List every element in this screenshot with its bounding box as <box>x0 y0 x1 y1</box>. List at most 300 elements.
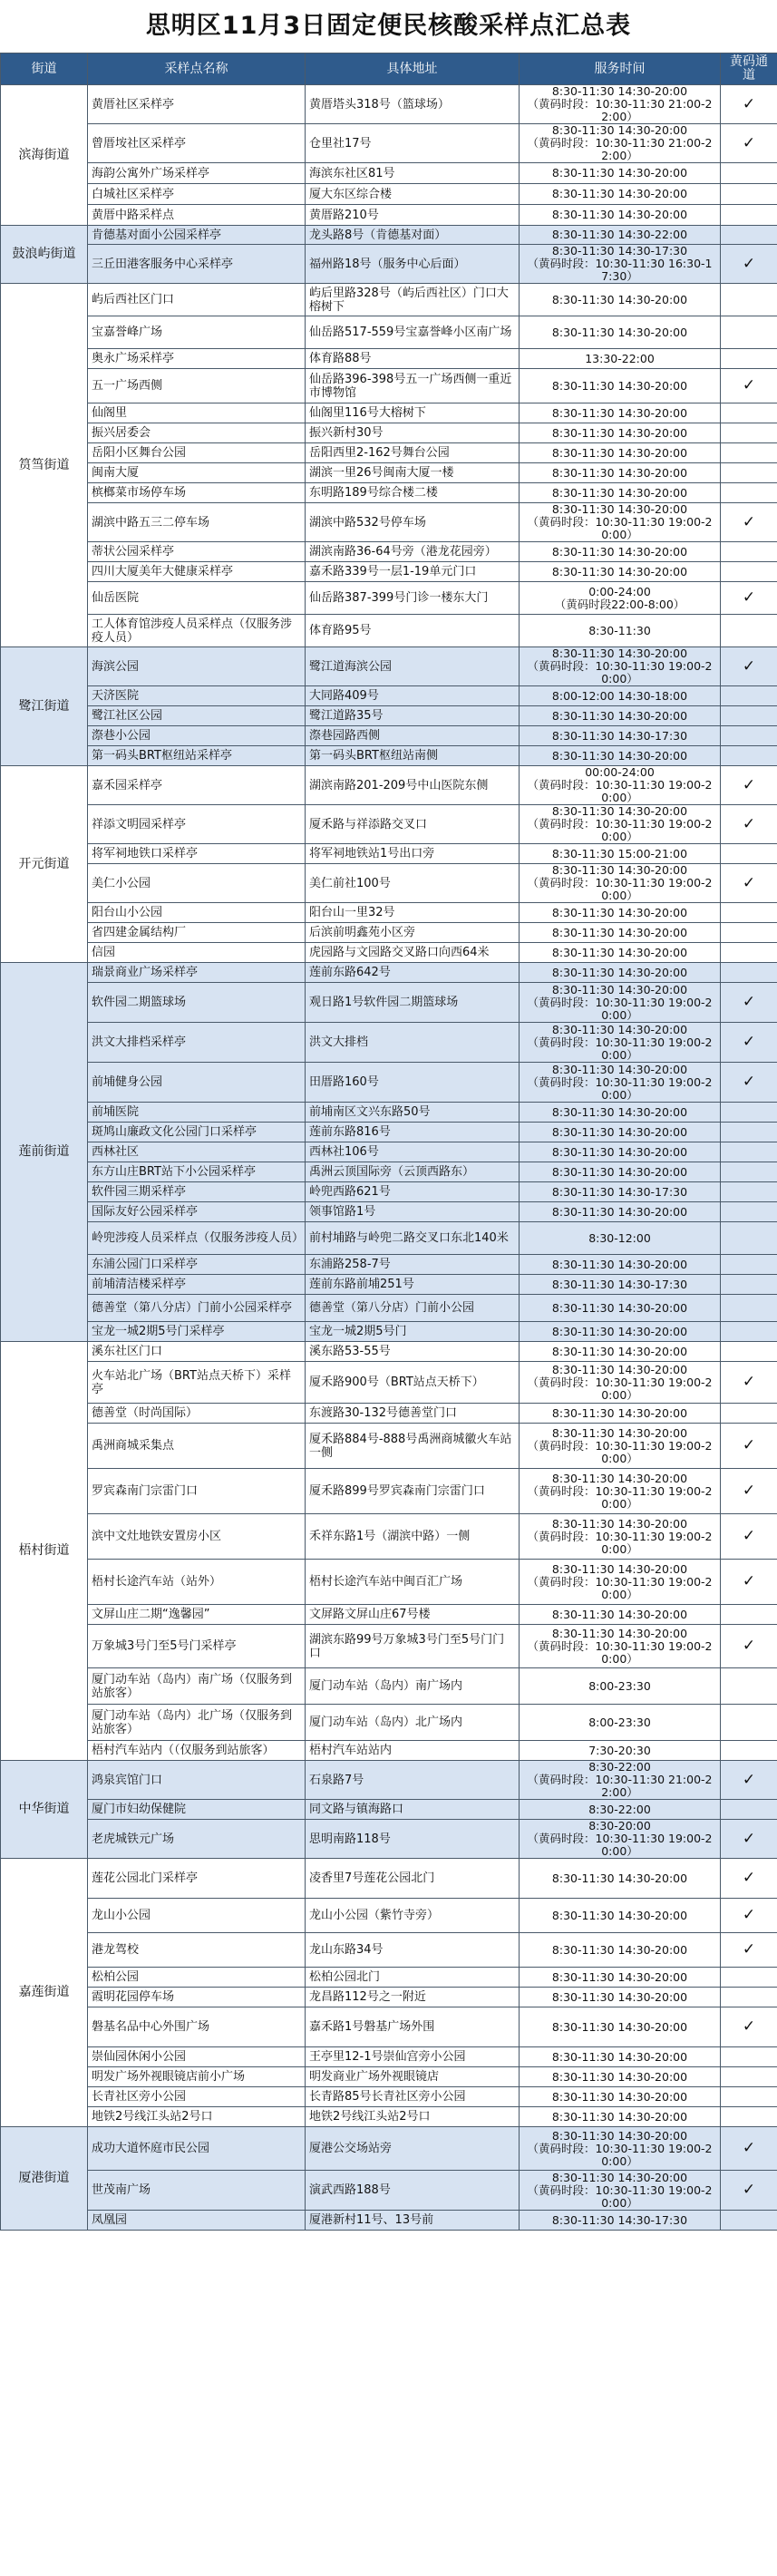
site-name-cell: 祥添文明园采样亭 <box>88 805 306 844</box>
service-time-cell: 8:30-11:30 14:30-20:00 <box>520 1605 721 1625</box>
address-cell: 明发商业广场外视眼镜店 <box>306 2067 520 2087</box>
table-row <box>1 903 777 923</box>
service-time-cell: 8:30-11:30 14:30-20:00 <box>520 1404 721 1424</box>
yellow-code-cell: ✓ <box>721 85 777 124</box>
site-name-cell: 滨中文灶地铁安置房小区 <box>88 1514 306 1560</box>
site-name-cell: 宝龙一城2期5号门采样亭 <box>88 1322 306 1342</box>
service-time-cell: 8:30-11:30 14:30-20:00 （黄码时段：10:30-11:30 19:00-20:00） <box>520 1063 721 1103</box>
table-row <box>1 562 777 582</box>
table-row <box>1 2211 777 2231</box>
header-yellow-code: 黄码通道 <box>721 53 777 85</box>
address-cell: 龙山小公园（紫竹寺旁） <box>306 1899 520 1933</box>
site-name-cell: 前埔清洁楼采样亭 <box>88 1275 306 1295</box>
table-row <box>1 503 777 542</box>
table-row <box>1 1514 777 1560</box>
street-cell: 莲前街道 <box>1 963 88 1342</box>
service-time-cell: 8:30-11:30 14:30-17:30 <box>520 1182 721 1202</box>
service-time-cell: 8:30-11:30 14:30-20:00 <box>520 1255 721 1275</box>
yellow-code-cell: ✓ <box>721 2171 777 2211</box>
address-cell: 鹭江道海滨公园 <box>306 647 520 686</box>
site-name-cell: 文屏山庄二期“逸馨园” <box>88 1605 306 1625</box>
service-time-cell: 8:30-11:30 14:30-20:00 <box>520 2107 721 2127</box>
site-name-cell: 梧村汽车站内（（仅服务到站旅客） <box>88 1741 306 1761</box>
address-cell: 厦门动车站（岛内）南广场内 <box>306 1668 520 1705</box>
table-row <box>1 1988 777 2007</box>
service-time-cell: 8:30-11:30 14:30-20:00 <box>520 1342 721 1362</box>
service-time-cell: 8:30-11:30 14:30-17:30 <box>520 1275 721 1295</box>
site-name-cell: 龙山小公园 <box>88 1899 306 1933</box>
address-cell: 厦港公交场站旁 <box>306 2127 520 2171</box>
service-time-cell: 8:30-11:30 14:30-20:00 <box>520 943 721 963</box>
site-name-cell: 溪东社区门口 <box>88 1342 306 1362</box>
yellow-code-cell: ✓ <box>721 1820 777 1859</box>
site-name-cell: 漈巷小公园 <box>88 726 306 746</box>
yellow-code-cell: ✓ <box>721 1761 777 1800</box>
address-cell: 凌香里7号莲花公园北门 <box>306 1859 520 1899</box>
site-name-cell: 德善堂（时尚国际） <box>88 1404 306 1424</box>
table-row <box>1 844 777 864</box>
address-cell: 漈巷园路西侧 <box>306 726 520 746</box>
address-cell: 龙头路8号（肯德基对面） <box>306 226 520 245</box>
street-cell: 厦港街道 <box>1 2127 88 2231</box>
street-cell: 鼓浪屿街道 <box>1 226 88 284</box>
page-title: 思明区11月3日固定便民核酸采样点汇总表 <box>145 12 632 40</box>
address-cell: 湖滨中路532号停车场 <box>306 503 520 542</box>
address-cell: 演武西路188号 <box>306 2171 520 2211</box>
address-cell: 湖滨东路99号万象城3号门至5号门门口 <box>306 1625 520 1668</box>
table-row <box>1 163 777 184</box>
address-cell: 龙山东路34号 <box>306 1933 520 1968</box>
address-cell: 岳阳西里2-162号舞台公园 <box>306 443 520 463</box>
service-time-cell: 8:30-11:30 14:30-20:00 <box>520 483 721 503</box>
service-time-cell: 8:30-11:30 14:30-20:00 <box>520 2047 721 2067</box>
address-cell: 体育路95号 <box>306 615 520 647</box>
address-cell: 屿后里路328号（屿后西社区）门口大榕树下 <box>306 284 520 316</box>
service-time-cell: 8:30-11:30 14:30-20:00 （黄码时段：10:30-11:30 21:00-22:00） <box>520 124 721 163</box>
yellow-code-cell <box>721 746 777 766</box>
yellow-code-cell <box>721 963 777 983</box>
table-row <box>1 1202 777 1222</box>
service-time-cell: 8:30-11:30 14:30-20:00 （黄码时段：10:30-11:30 19:00-20:00） <box>520 2171 721 2211</box>
address-cell: 嘉禾路1号磐基广场外围 <box>306 2007 520 2047</box>
yellow-code-cell <box>721 184 777 205</box>
service-time-cell: 13:30-22:00 <box>520 349 721 369</box>
table-row <box>1 542 777 562</box>
table-row <box>1 2047 777 2067</box>
table-row <box>1 1342 777 1362</box>
yellow-code-cell: ✓ <box>721 805 777 844</box>
yellow-code-cell <box>721 1705 777 1741</box>
address-cell: 王亭里12-1号崇仙宫旁小公园 <box>306 2047 520 2067</box>
street-cell: 鹭江街道 <box>1 647 88 766</box>
address-cell: 仙岳路396-398号五一广场西侧一重近市博物馆 <box>306 369 520 403</box>
site-name-cell: 第一码头BRT枢纽站采样亭 <box>88 746 306 766</box>
table-row <box>1 349 777 369</box>
site-name-cell: 曾厝垵社区采样亭 <box>88 124 306 163</box>
address-cell: 梧村汽车站站内 <box>306 1741 520 1761</box>
service-time-cell: 8:30-11:30 14:30-20:00 <box>520 1859 721 1899</box>
address-cell: 领事馆路1号 <box>306 1202 520 1222</box>
service-time-cell: 8:00-12:00 14:30-18:00 <box>520 686 721 706</box>
yellow-code-cell <box>721 923 777 943</box>
yellow-code-cell <box>721 1222 777 1255</box>
address-cell: 东明路189号综合楼二楼 <box>306 483 520 503</box>
address-cell: 厦禾路884号-888号禹洲商城徽火车站一侧 <box>306 1424 520 1469</box>
street-cell: 滨海街道 <box>1 85 88 226</box>
address-cell: 大同路409号 <box>306 686 520 706</box>
site-name-cell: 火车站北广场（BRT站点天桥下）采样亭 <box>88 1362 306 1404</box>
site-name-cell: 斑鸠山廉政文化公园门口采样亭 <box>88 1123 306 1142</box>
site-name-cell: 海韵公寓外广场采样亭 <box>88 163 306 184</box>
address-cell: 文屏路文屏山庄67号楼 <box>306 1605 520 1625</box>
site-name-cell: 槟榔菜市场停车场 <box>88 483 306 503</box>
service-time-cell: 8:30-11:30 14:30-20:00 （黄码时段：10:30-11:30 19:00-20:00） <box>520 864 721 903</box>
site-name-cell: 海滨公园 <box>88 647 306 686</box>
yellow-code-cell: ✓ <box>721 647 777 686</box>
yellow-code-cell <box>721 1605 777 1625</box>
service-time-cell: 8:30-11:30 14:30-20:00 （黄码时段：10:30-11:30 19:00-20:00） <box>520 647 721 686</box>
yellow-code-cell <box>721 2047 777 2067</box>
site-name-cell: 厦门动车站（岛内）北广场（仅服务到站旅客） <box>88 1705 306 1741</box>
address-cell: 思明南路118号 <box>306 1820 520 1859</box>
yellow-code-cell: ✓ <box>721 1469 777 1514</box>
yellow-code-cell <box>721 1988 777 2007</box>
yellow-code-cell <box>721 163 777 184</box>
site-name-cell: 莲花公园北门采样亭 <box>88 1859 306 1899</box>
yellow-code-cell <box>721 1668 777 1705</box>
service-time-cell: 8:30-11:30 14:30-20:00 <box>520 2067 721 2087</box>
site-name-cell: 闽南大厦 <box>88 463 306 483</box>
yellow-code-cell: ✓ <box>721 1899 777 1933</box>
site-name-cell: 奥永广场采样亭 <box>88 349 306 369</box>
service-time-cell: 8:30-11:30 14:30-20:00 <box>520 403 721 423</box>
header-street: 街道 <box>1 53 88 85</box>
yellow-code-cell: ✓ <box>721 1063 777 1103</box>
address-cell: 虎园路与文园路交叉路口向西64米 <box>306 943 520 963</box>
table-row <box>1 184 777 205</box>
site-name-cell: 黄厝中路采样点 <box>88 205 306 226</box>
table-row <box>1 1625 777 1668</box>
yellow-code-cell: ✓ <box>721 1362 777 1404</box>
address-cell: 湖滨一里26号闽南大厦一楼 <box>306 463 520 483</box>
service-time-cell: 8:30-11:30 14:30-20:00 <box>520 542 721 562</box>
service-time-cell: 8:30-11:30 14:30-20:00 <box>520 903 721 923</box>
table-row <box>1 423 777 443</box>
address-cell: 东渡路30-132号德善堂门口 <box>306 1404 520 1424</box>
table-row <box>1 284 777 316</box>
service-time-cell: 8:30-11:30 14:30-20:00 <box>520 923 721 943</box>
site-name-cell: 三丘田港客服务中心采样亭 <box>88 245 306 284</box>
yellow-code-cell: ✓ <box>721 864 777 903</box>
address-cell: 第一码头BRT枢纽站南侧 <box>306 746 520 766</box>
yellow-code-cell <box>721 349 777 369</box>
table-row <box>1 1404 777 1424</box>
table-row <box>1 1705 777 1741</box>
table-row <box>1 1933 777 1968</box>
table-row <box>1 1761 777 1800</box>
table-row <box>1 205 777 226</box>
yellow-code-cell <box>721 423 777 443</box>
service-time-cell: 8:30-11:30 14:30-20:00 <box>520 1899 721 1933</box>
site-name-cell: 黄厝社区采样亭 <box>88 85 306 124</box>
header-site-name: 采样点名称 <box>88 53 306 85</box>
yellow-code-cell <box>721 1202 777 1222</box>
table-row <box>1 766 777 805</box>
service-time-cell: 8:30-11:30 14:30-22:00 <box>520 226 721 245</box>
table-row <box>1 1222 777 1255</box>
yellow-code-cell <box>721 1142 777 1162</box>
street-cell: 筼筜街道 <box>1 284 88 647</box>
site-name-cell: 地铁2号线江头站2号口 <box>88 2107 306 2127</box>
yellow-code-cell <box>721 1295 777 1322</box>
service-time-cell: 8:30-11:30 14:30-20:00 <box>520 1322 721 1342</box>
service-time-cell: 00:00-24:00 （黄码时段：10:30-11:30 19:00-20:00） <box>520 766 721 805</box>
table-row <box>1 923 777 943</box>
yellow-code-cell <box>721 1342 777 1362</box>
service-time-cell: 8:30-22:00 （黄码时段：10:30-11:30 21:00-22:00） <box>520 1761 721 1800</box>
yellow-code-cell: ✓ <box>721 1560 777 1605</box>
address-cell: 龙昌路112号之一附近 <box>306 1988 520 2007</box>
site-name-cell: 洪文大排档采样亭 <box>88 1023 306 1063</box>
yellow-code-cell <box>721 1800 777 1820</box>
table-row <box>1 582 777 615</box>
site-name-cell: 屿后西社区门口 <box>88 284 306 316</box>
address-cell: 厦门动车站（岛内）北广场内 <box>306 1705 520 1741</box>
site-name-cell: 前埔医院 <box>88 1103 306 1123</box>
yellow-code-cell <box>721 2107 777 2127</box>
address-cell: 禾祥东路1号（湖滨中路）一侧 <box>306 1514 520 1560</box>
service-time-cell: 8:30-11:30 14:30-20:00 <box>520 562 721 582</box>
yellow-code-cell <box>721 1968 777 1988</box>
address-cell: 湖滨南路36-64号旁（港龙花园旁） <box>306 542 520 562</box>
yellow-code-cell: ✓ <box>721 1023 777 1063</box>
site-name-cell: 软件园三期采样亭 <box>88 1182 306 1202</box>
address-cell: 德善堂（第八分店）门前小公园 <box>306 1295 520 1322</box>
table-row <box>1 943 777 963</box>
yellow-code-cell <box>721 2087 777 2107</box>
address-cell: 西林社106号 <box>306 1142 520 1162</box>
service-time-cell: 8:30-11:30 14:30-20:00 （黄码时段：10:30-11:30 19:00-20:00） <box>520 805 721 844</box>
site-name-cell: 西林社区 <box>88 1142 306 1162</box>
table-row <box>1 1103 777 1123</box>
site-name-cell: 霞明花园停车场 <box>88 1988 306 2007</box>
yellow-code-cell <box>721 1123 777 1142</box>
address-cell: 石泉路7号 <box>306 1761 520 1800</box>
service-time-cell: 8:30-11:30 14:30-20:00 （黄码时段：10:30-11:30 19:00-20:00） <box>520 983 721 1023</box>
service-time-cell: 8:30-11:30 14:30-20:00 <box>520 423 721 443</box>
street-cell: 中华街道 <box>1 1761 88 1859</box>
service-time-cell: 8:30-11:30 14:30-20:00 <box>520 1123 721 1142</box>
table-row <box>1 369 777 403</box>
site-name-cell: 瑞景商业广场采样亭 <box>88 963 306 983</box>
address-cell: 美仁前社100号 <box>306 864 520 903</box>
yellow-code-cell: ✓ <box>721 1514 777 1560</box>
address-cell: 厦禾路900号（BRT站点天桥下） <box>306 1362 520 1404</box>
table-row <box>1 1859 777 1899</box>
address-cell: 福州路18号（服务中心后面） <box>306 245 520 284</box>
table-row <box>1 1023 777 1063</box>
yellow-code-cell <box>721 1322 777 1342</box>
service-time-cell: 8:30-11:30 14:30-20:00 <box>520 369 721 403</box>
address-cell: 梧村长途汽车站中闽百汇广场 <box>306 1560 520 1605</box>
service-time-cell: 8:30-11:30 14:30-20:00 （黄码时段：10:30-11:30 19:00-20:00） <box>520 2127 721 2171</box>
table-row <box>1 2171 777 2211</box>
yellow-code-cell: ✓ <box>721 1933 777 1968</box>
address-cell: 宝龙一城2期5号门 <box>306 1322 520 1342</box>
service-time-cell: 8:30-11:30 14:30-20:00 （黄码时段：10:30-11:30 19:00-20:00） <box>520 1514 721 1560</box>
site-name-cell: 长青社区旁小公园 <box>88 2087 306 2107</box>
service-time-cell: 8:30-11:30 14:30-20:00 <box>520 1968 721 1988</box>
yellow-code-cell <box>721 726 777 746</box>
table-row <box>1 483 777 503</box>
yellow-code-cell <box>721 403 777 423</box>
service-time-cell: 8:30-11:30 14:30-20:00 <box>520 2087 721 2107</box>
table-row <box>1 403 777 423</box>
yellow-code-cell <box>721 903 777 923</box>
service-time-cell: 8:30-11:30 14:30-20:00 （黄码时段：10:30-11:30 19:00-20:00） <box>520 1424 721 1469</box>
site-name-cell: 鹭江社区公园 <box>88 706 306 726</box>
site-name-cell: 德善堂（第八分店）门前小公园采样亭 <box>88 1295 306 1322</box>
service-time-cell: 8:30-11:30 <box>520 615 721 647</box>
service-time-cell: 7:30-20:30 <box>520 1741 721 1761</box>
table-row <box>1 245 777 284</box>
service-time-cell: 8:30-11:30 14:30-20:00 <box>520 963 721 983</box>
yellow-code-cell <box>721 463 777 483</box>
street-cell: 开元街道 <box>1 766 88 963</box>
table-row <box>1 1362 777 1404</box>
yellow-code-cell <box>721 2211 777 2231</box>
table-row <box>1 1560 777 1605</box>
table-row <box>1 1899 777 1933</box>
site-name-cell: 省四建金属结构厂 <box>88 923 306 943</box>
service-time-cell: 8:30-11:30 14:30-20:00 （黄码时段：10:30-11:30 19:00-20:00） <box>520 1023 721 1063</box>
service-time-cell: 8:30-11:30 14:30-20:00 <box>520 1103 721 1123</box>
table-header-row <box>1 53 777 85</box>
yellow-code-cell <box>721 1162 777 1182</box>
yellow-code-cell <box>721 615 777 647</box>
yellow-code-cell <box>721 443 777 463</box>
table-row <box>1 316 777 349</box>
service-time-cell: 8:30-12:00 <box>520 1222 721 1255</box>
table-row <box>1 1182 777 1202</box>
yellow-code-cell: ✓ <box>721 124 777 163</box>
yellow-code-cell <box>721 205 777 226</box>
service-time-cell: 8:30-11:30 14:30-20:00 <box>520 163 721 184</box>
address-cell: 田厝路160号 <box>306 1063 520 1103</box>
table-row <box>1 1800 777 1820</box>
table-row <box>1 1322 777 1342</box>
table-row <box>1 686 777 706</box>
table-row <box>1 463 777 483</box>
table-row <box>1 805 777 844</box>
table-row <box>1 2127 777 2171</box>
site-name-cell: 梧村长途汽车站（站外） <box>88 1560 306 1605</box>
service-time-cell: 8:30-11:30 14:30-20:00 <box>520 284 721 316</box>
table-row <box>1 1469 777 1514</box>
site-name-cell: 港龙驾校 <box>88 1933 306 1968</box>
address-cell: 岭兜西路621号 <box>306 1182 520 1202</box>
table-row <box>1 726 777 746</box>
table-row <box>1 746 777 766</box>
table-row <box>1 1295 777 1322</box>
yellow-code-cell: ✓ <box>721 2007 777 2047</box>
site-name-cell: 工人体育馆涉疫人员采样点（仅服务涉疫人员） <box>88 615 306 647</box>
table-row <box>1 2087 777 2107</box>
service-time-cell: 8:00-23:30 <box>520 1705 721 1741</box>
site-name-cell: 湖滨中路五三二停车场 <box>88 503 306 542</box>
yellow-code-cell <box>721 226 777 245</box>
service-time-cell: 8:30-11:30 14:30-20:00 <box>520 1988 721 2007</box>
yellow-code-cell <box>721 1741 777 1761</box>
site-name-cell: 天济医院 <box>88 686 306 706</box>
service-time-cell: 8:30-11:30 14:30-17:30 （黄码时段：10:30-11:30 16:30-17:30） <box>520 245 721 284</box>
site-name-cell: 前埔健身公园 <box>88 1063 306 1103</box>
address-cell: 黄厝路210号 <box>306 205 520 226</box>
table-row <box>1 443 777 463</box>
site-name-cell: 五一广场西侧 <box>88 369 306 403</box>
yellow-code-cell <box>721 542 777 562</box>
yellow-code-cell <box>721 1103 777 1123</box>
address-cell: 仙岳路517-559号宝嘉誉峰小区南广场 <box>306 316 520 349</box>
address-cell: 溪东路53-55号 <box>306 1342 520 1362</box>
service-time-cell: 8:30-11:30 14:30-20:00 <box>520 463 721 483</box>
service-time-cell: 8:30-11:30 14:30-20:00 （黄码时段：10:30-11:30 19:00-20:00） <box>520 1560 721 1605</box>
site-name-cell: 四川大厦美年大健康采样亭 <box>88 562 306 582</box>
site-name-cell: 宝嘉誉峰广场 <box>88 316 306 349</box>
street-cell: 嘉莲街道 <box>1 1859 88 2127</box>
site-name-cell: 禹洲商城采集点 <box>88 1424 306 1469</box>
yellow-code-cell: ✓ <box>721 2127 777 2171</box>
yellow-code-cell <box>721 2067 777 2087</box>
table-row <box>1 1668 777 1705</box>
address-cell: 厦禾路899号罗宾森南门宗雷门口 <box>306 1469 520 1514</box>
sampling-table <box>0 53 777 2231</box>
service-time-cell: 8:30-11:30 14:30-20:00 （黄码时段：10:30-11:30 19:00-20:00） <box>520 503 721 542</box>
site-name-cell: 美仁小公园 <box>88 864 306 903</box>
address-cell: 鹭江道路35号 <box>306 706 520 726</box>
service-time-cell: 8:30-11:30 14:30-20:00 <box>520 205 721 226</box>
table-row <box>1 615 777 647</box>
yellow-code-cell <box>721 1182 777 1202</box>
site-name-cell: 国际友好公园采样亭 <box>88 1202 306 1222</box>
address-cell: 仓里社17号 <box>306 124 520 163</box>
yellow-code-cell <box>721 284 777 316</box>
address-cell: 厦禾路与祥添路交叉口 <box>306 805 520 844</box>
service-time-cell: 8:30-11:30 14:30-20:00 <box>520 316 721 349</box>
service-time-cell: 8:30-11:30 14:30-17:30 <box>520 726 721 746</box>
table-row <box>1 1063 777 1103</box>
yellow-code-cell <box>721 483 777 503</box>
site-name-cell: 老虎城铁元广场 <box>88 1820 306 1859</box>
table-row <box>1 1424 777 1469</box>
site-name-cell: 凤凰园 <box>88 2211 306 2231</box>
address-cell: 前村埔路与岭兜二路交叉口东北140米 <box>306 1222 520 1255</box>
table-row <box>1 706 777 726</box>
service-time-cell: 0:00-24:00 （黄码时段22:00-8:00） <box>520 582 721 615</box>
table-row <box>1 1255 777 1275</box>
table-row <box>1 647 777 686</box>
yellow-code-cell: ✓ <box>721 1625 777 1668</box>
site-name-cell: 肯德基对面小公园采样亭 <box>88 226 306 245</box>
site-name-cell: 厦门市妇幼保健院 <box>88 1800 306 1820</box>
table-row <box>1 1741 777 1761</box>
site-name-cell: 明发广场外视眼镜店前小广场 <box>88 2067 306 2087</box>
address-cell: 将军祠地铁站1号出口旁 <box>306 844 520 864</box>
table-row <box>1 2107 777 2127</box>
address-cell: 厦港新村11号、13号前 <box>306 2211 520 2231</box>
address-cell: 莲前东路816号 <box>306 1123 520 1142</box>
address-cell: 仙阁里116号大榕树下 <box>306 403 520 423</box>
